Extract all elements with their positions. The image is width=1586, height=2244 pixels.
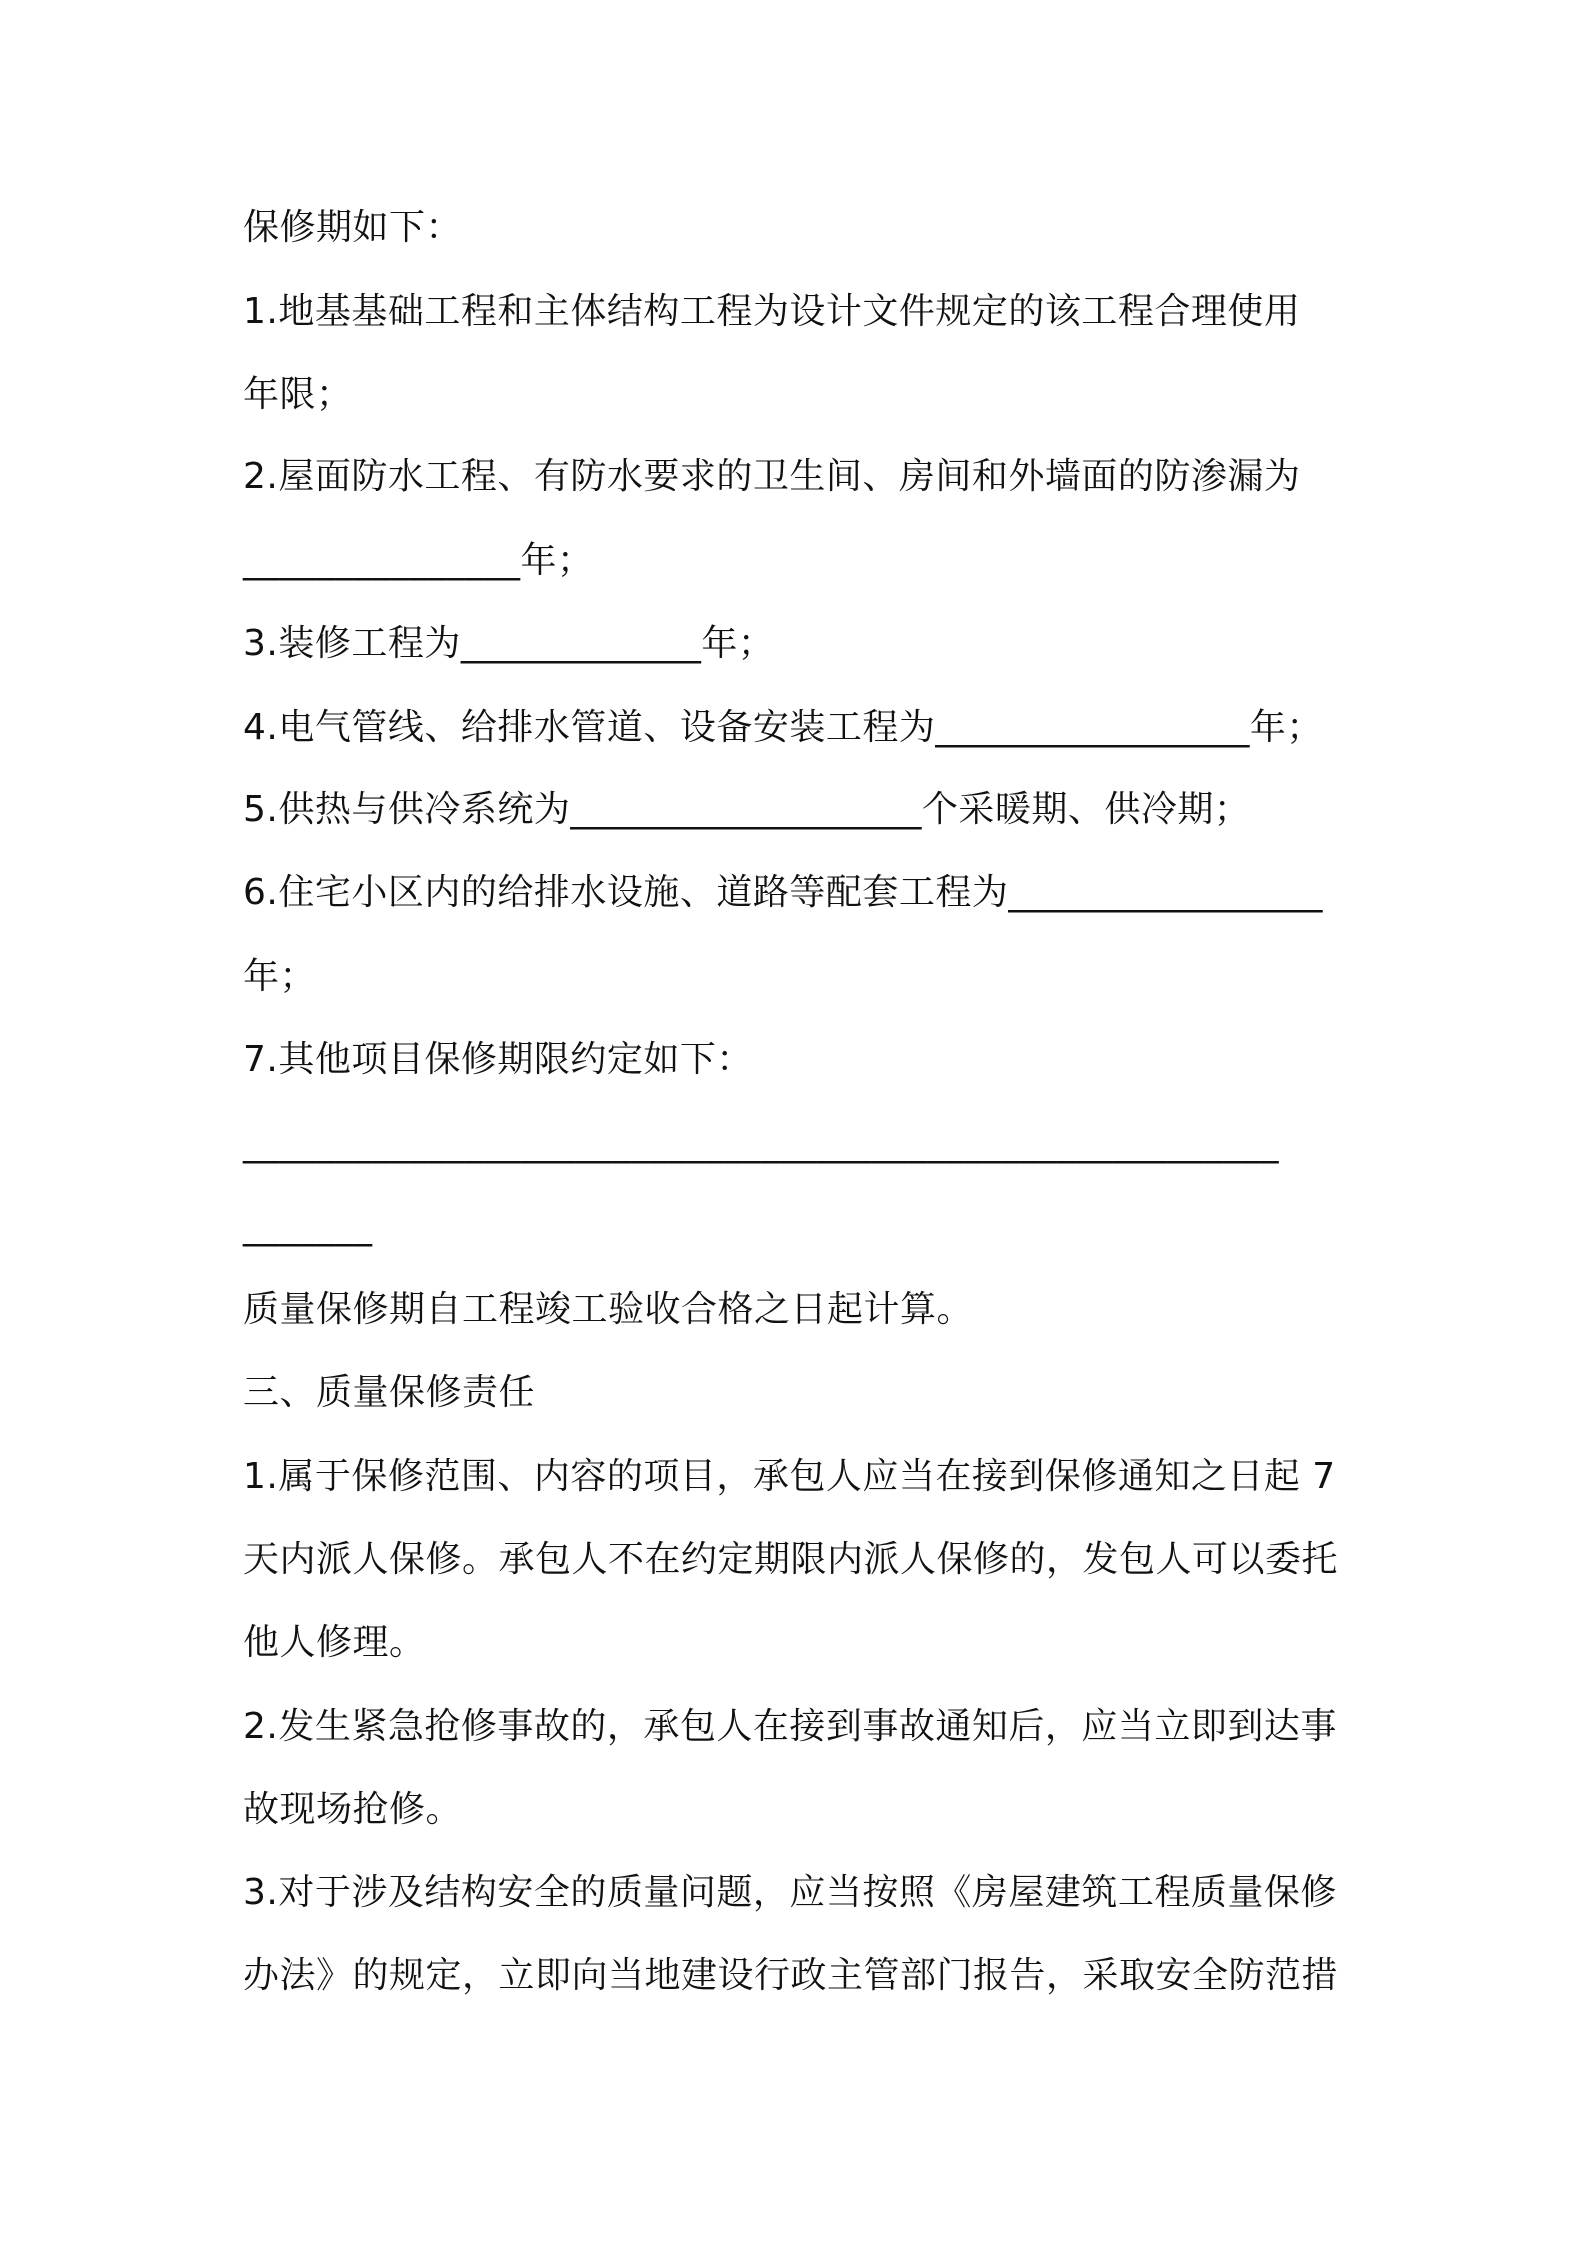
section-three-heading: 三、质量保修责任 xyxy=(243,1372,536,1413)
warranty-item-6-line-2: 年； xyxy=(243,956,317,997)
responsibility-1-line-2: 天内派人保修。承包人不在约定期限内派人保修的，发包人可以委托 xyxy=(243,1539,1339,1580)
warranty-item-5: 5.供热与供冷系统为___________________个采暖期、供冷期； xyxy=(243,789,1251,830)
warranty-item-7: 7.其他项目保修期限约定如下： xyxy=(243,1039,753,1080)
warranty-item-1-line-1: 1.地基基础工程和主体结构工程为设计文件规定的该工程合理使用 xyxy=(243,291,1301,332)
warranty-item-3: 3.装修工程为_____________年； xyxy=(243,623,775,664)
responsibility-1-line-1: 1.属于保修范围、内容的项目，承包人应当在接到保修通知之日起 7 xyxy=(243,1456,1336,1497)
warranty-item-1-line-2: 年限； xyxy=(243,374,353,415)
warranty-period-heading: 保修期如下： xyxy=(243,207,463,248)
warranty-item-6-line-1: 6.住宅小区内的给排水设施、道路等配套工程为_________________ xyxy=(243,872,1323,913)
responsibility-2-line-2: 故现场抢修。 xyxy=(243,1789,463,1830)
warranty-start-note: 质量保修期自工程竣工验收合格之日起计算。 xyxy=(243,1289,974,1330)
responsibility-3-line-2: 办法》的规定，立即向当地建设行政主管部门报告，采取安全防范措 xyxy=(243,1955,1339,1996)
blank-line-1: ________________________________________________________ xyxy=(243,1123,1279,1164)
warranty-item-2-line-2: _______________年； xyxy=(243,540,594,581)
warranty-item-2-line-1: 2.屋面防水工程、有防水要求的卫生间、房间和外墙面的防渗漏为 xyxy=(243,456,1301,497)
responsibility-2-line-1: 2.发生紧急抢修事故的，承包人在接到事故通知后，应当立即到达事 xyxy=(243,1706,1337,1747)
blank-line-2: _______ xyxy=(243,1206,373,1247)
responsibility-3-line-1: 3.对于涉及结构安全的质量问题，应当按照《房屋建筑工程质量保修 xyxy=(243,1872,1337,1913)
warranty-item-4: 4.电气管线、给排水管道、设备安装工程为_________________年； xyxy=(243,707,1323,748)
responsibility-1-line-3: 他人修理。 xyxy=(243,1622,426,1663)
